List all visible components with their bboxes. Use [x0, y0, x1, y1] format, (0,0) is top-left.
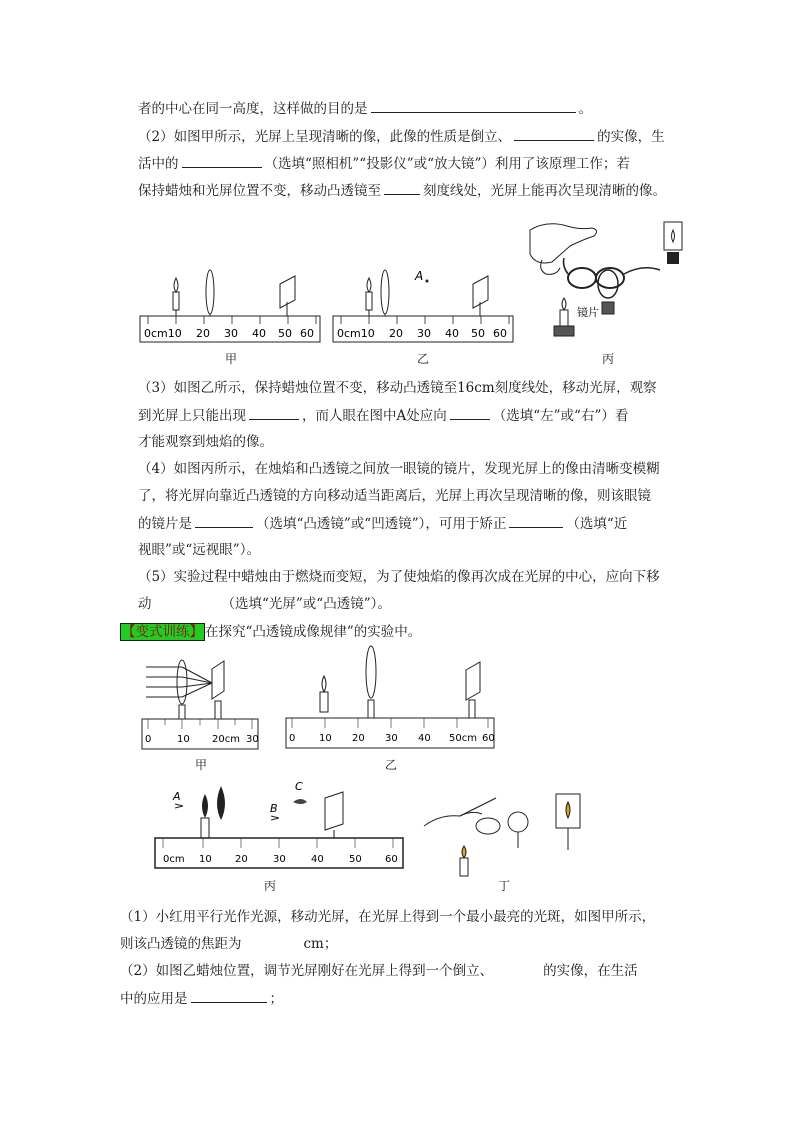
convex-lens: [366, 646, 376, 698]
tick-40: 40: [445, 327, 459, 340]
tick-20: 20: [352, 733, 365, 744]
eye-b-label: B: [270, 802, 278, 815]
figure-bing-variant: [155, 780, 405, 872]
figure-yi-variant: [286, 640, 496, 752]
variant-tag: 【变式训练】: [122, 624, 203, 640]
q3-line-1: （3）如图乙所示，保持蜡烛位置不变，移动凸透镜至16cm刻度线处，移动光屏，观察: [138, 380, 657, 396]
figure-bing-top: [522, 220, 692, 345]
screen-base: [667, 252, 679, 264]
parallel-rays: [146, 667, 212, 697]
tick-60: 60: [385, 854, 398, 865]
convex-lens: [217, 786, 225, 820]
eye-a-icon: [175, 804, 183, 808]
glasses-icon: [564, 258, 661, 288]
q5-line-1: （5）实验过程中蜡烛由于燃烧而变短，为了使烛焰的像再次成在光屏的中心，应向下移: [138, 569, 660, 585]
tick-20: 20: [196, 327, 210, 340]
convex-lens: [381, 270, 389, 314]
tick-10: 10: [177, 734, 190, 745]
eye-a-label: A: [173, 790, 181, 803]
tick-40: 40: [418, 733, 431, 744]
tick-60: 60: [493, 327, 507, 340]
image-c-icon: [293, 799, 307, 804]
q5-line-2: 动 （选填“光屏”或“凸透镜”）。: [138, 596, 391, 612]
figure-jia-variant: [142, 655, 262, 753]
answer-blank-correct[interactable]: [509, 513, 563, 528]
candle: [554, 298, 574, 336]
lens-holder: [602, 302, 614, 314]
candle: [366, 278, 372, 316]
convex-lens: [206, 270, 214, 314]
point-a-label: A: [415, 269, 424, 283]
tick-50cm: 50cm: [449, 733, 477, 744]
answer-blank-lens-type[interactable]: [195, 513, 253, 528]
tick-30: 30: [417, 327, 431, 340]
tick-10: 10: [199, 854, 212, 865]
hand-icon: [530, 224, 597, 263]
tick-0: 0: [145, 734, 152, 745]
q2-line-3: 保持蜡烛和光屏位置不变，移动凸透镜至 刻度线处，光屏上能再次呈现清晰的像。: [138, 180, 666, 201]
caption-yi: 乙: [416, 352, 429, 366]
tick-40: 40: [252, 327, 266, 340]
light-screen: [212, 661, 224, 699]
tick-0: 0: [289, 733, 296, 744]
figure-yi-top: [333, 262, 515, 344]
answer-blank-application[interactable]: [182, 153, 262, 168]
q4-line-2: 了，将光屏向靠近凸透镜的方向移动适当距离后，光屏上再次呈现清晰的像，则该眼镜: [138, 488, 651, 504]
caption-yi-variant: 乙: [384, 758, 397, 772]
light-screen: [466, 662, 480, 700]
tick-60: 60: [300, 327, 314, 340]
tick-0cm10: 0cm10: [337, 327, 375, 340]
tick-60: 60: [482, 733, 495, 744]
tick-30: 30: [385, 733, 398, 744]
tick-0cm10: 0cm10: [144, 327, 182, 340]
glasses-icon: [476, 812, 528, 834]
tick-30: 30: [273, 854, 286, 865]
point-a-dot: [426, 280, 429, 283]
answer-blank-screen-result[interactable]: [249, 405, 299, 420]
q2-line-1: （2）如图甲所示，光屏上呈现清晰的像，此像的性质是倒立、 的实像，生: [138, 126, 665, 147]
q4-line-4: 视眼”或“远视眼”）。: [138, 542, 260, 558]
caption-jia-variant: 甲: [194, 758, 207, 772]
figure-jia-top: [140, 262, 322, 344]
tick-30: 30: [246, 734, 259, 745]
answer-blank-direction[interactable]: [450, 405, 490, 420]
candle-flame: [462, 846, 466, 858]
light-screen: [325, 792, 343, 830]
caption-ding-variant: 丁: [497, 879, 510, 893]
candle: [201, 818, 209, 838]
q4-line-3: 的镜片是 （选填“凸透镜”或“凹透镜”），可用于矫正 （选填“近: [138, 513, 627, 534]
answer-blank-application[interactable]: [191, 988, 267, 1003]
variant-q1-line-2: 则该凸透镜的焦距为 cm；: [120, 936, 338, 952]
eye-c-label: C: [295, 780, 303, 793]
caption-bing-variant: 丙: [263, 879, 276, 893]
hand-icon: [424, 812, 482, 826]
q3-line-2: 到光屏上只能出现 ，而人眼在图中A处应向 （选填“左”或“右”）看: [138, 405, 628, 426]
tick-40: 40: [311, 854, 324, 865]
q2-line-2: 活中的 （选填“照相机”“投影仪”或“放大镜”）利用了该原理工作；若: [138, 153, 630, 174]
tick-10: 10: [319, 733, 332, 744]
tick-50: 50: [349, 854, 362, 865]
candle-flame: [202, 794, 208, 818]
variant-q2-line-1: （2）如图乙蜡烛位置，调节光屏刚好在光屏上得到一个倒立、 的实像，在生活: [120, 963, 638, 979]
candle: [460, 858, 468, 876]
tick-0cm: 0cm: [163, 854, 185, 865]
caption-jia: 甲: [224, 352, 237, 366]
lens-tag: 镜片: [577, 306, 599, 319]
q4-line-1: （4）如图丙所示，在烛焰和凸透镜之间放一眼镜的镜片，发现光屏上的像由清晰变模糊: [138, 461, 660, 477]
light-screen: [664, 222, 682, 250]
q3-line-3: 才能观察到烛焰的像。: [138, 434, 273, 450]
answer-blank-image-nature[interactable]: [514, 126, 594, 141]
caption-bing: 丙: [601, 352, 614, 366]
figure-ding-variant: [420, 790, 590, 880]
eye-b-icon: [271, 816, 279, 820]
answer-blank-scale[interactable]: [384, 180, 420, 195]
variant-q1-line-1: （1）小红用平行光作光源，移动光屏，在光屏上得到一个最小最亮的光斑，如图甲所示，: [120, 909, 656, 925]
answer-blank-purpose[interactable]: [371, 98, 576, 113]
tick-20cm: 20cm: [212, 734, 240, 745]
candle: [173, 278, 179, 316]
variant-heading: 【变式训练】 在探究“凸透镜成像规律”的实验中。: [122, 624, 422, 640]
text-line-1: 者的中心在同一高度，这样做的目的是 。: [138, 98, 592, 119]
variant-q2-line-2: 中的应用是 ；: [120, 988, 283, 1009]
tick-20: 20: [235, 854, 248, 865]
tick-20: 20: [389, 327, 403, 340]
tick-30: 30: [224, 327, 238, 340]
tick-50: 50: [278, 327, 292, 340]
tick-50: 50: [471, 327, 485, 340]
candle: [320, 676, 328, 712]
